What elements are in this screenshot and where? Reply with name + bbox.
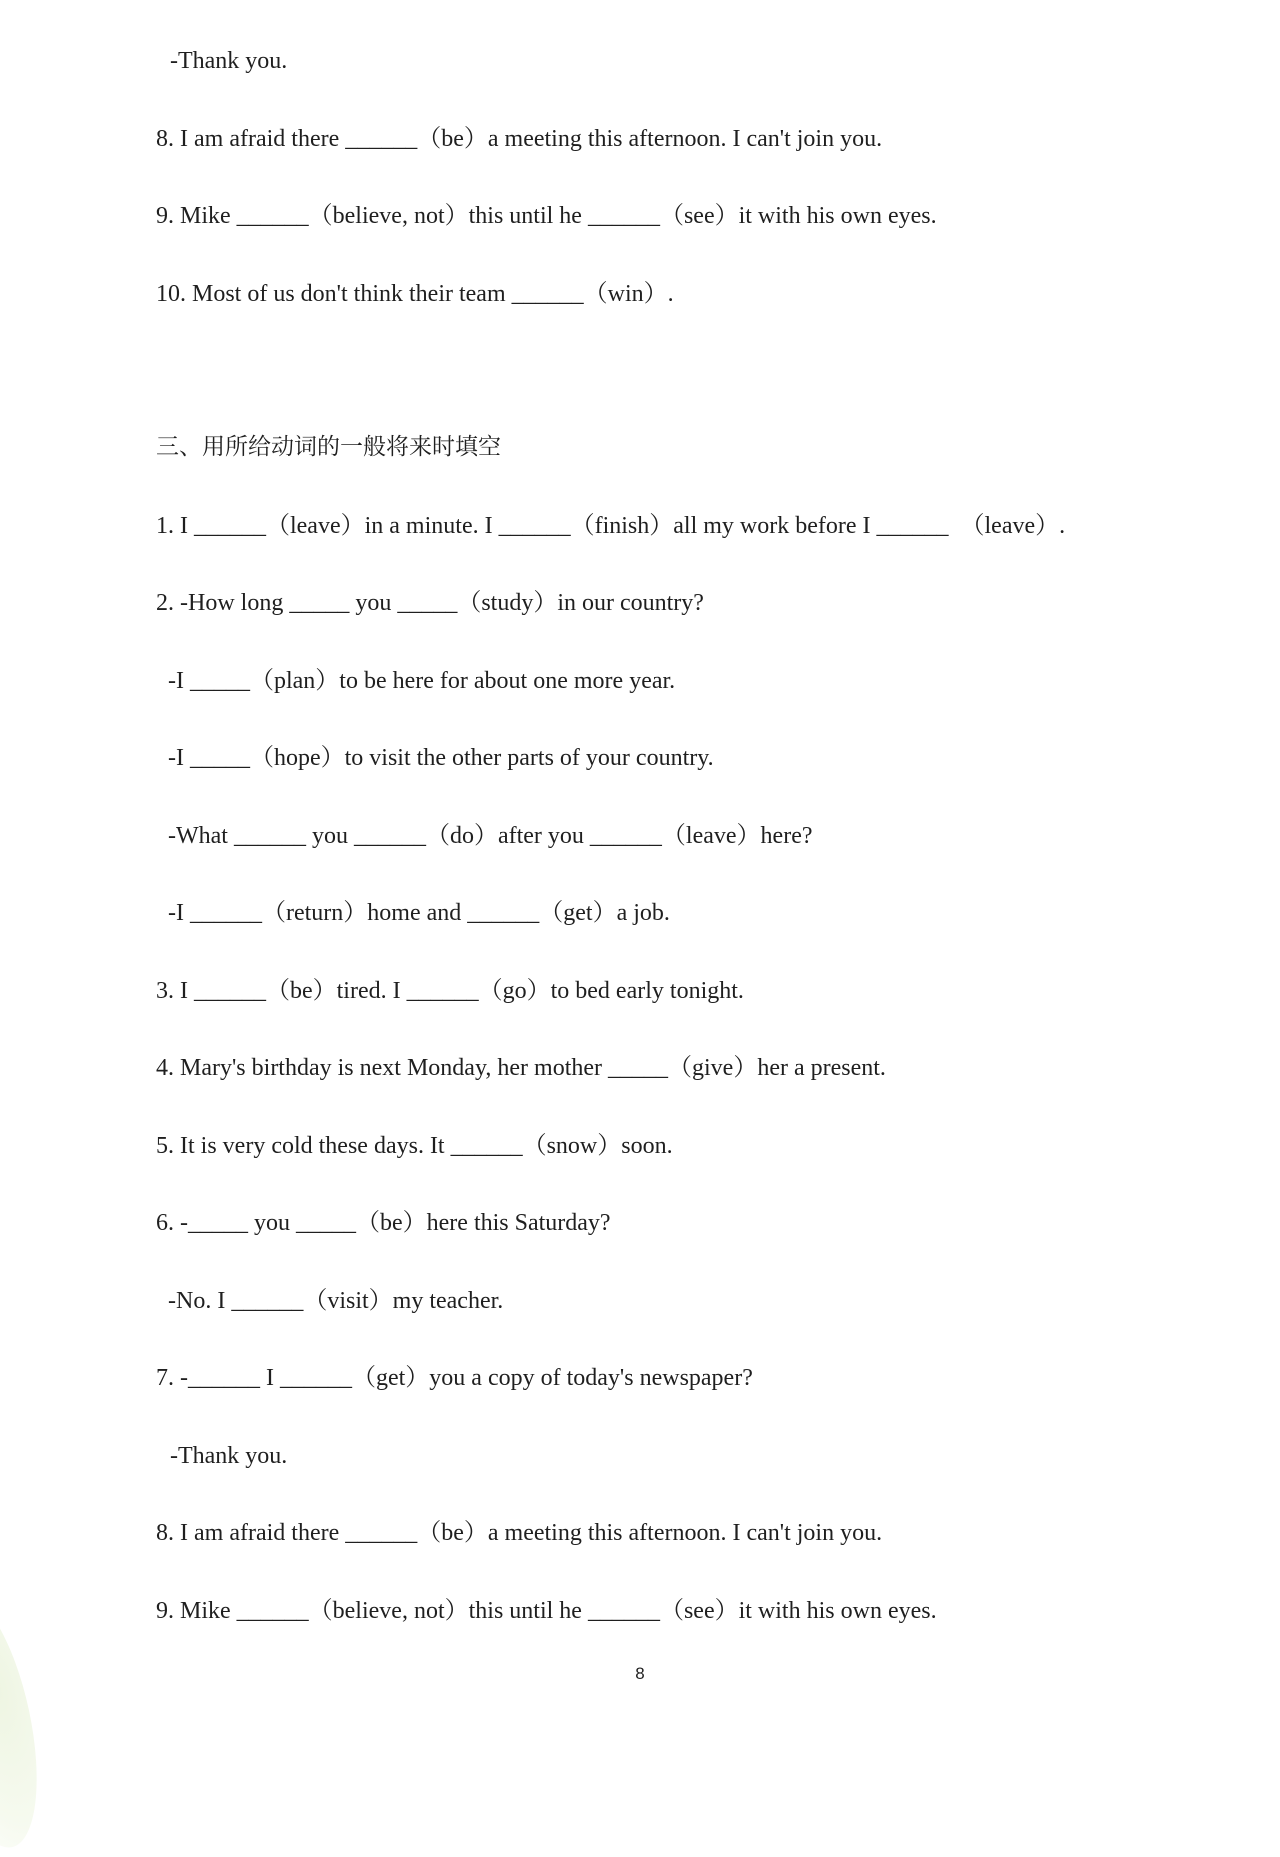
exercise-item-5: 5. It is very cold these days. It ______（snow）soon. [156,1133,673,1159]
exercise-item-8: 8. I am afraid there ______（be）a meeting this afternoon. I can't join you. [156,126,883,152]
exercise-item-9: 9. Mike ______（believe, not）this until he ______（see）it with his own eyes. [156,1598,937,1624]
exercise-item-4: 4. Mary's birthday is next Monday, her mother _____（give）her a present. [156,1055,886,1081]
exercise-item-9: 9. Mike ______（believe, not）this until he ______（see）it with his own eyes. [156,203,937,229]
exercise-item-10: 10. Most of us don't think their team ______（win）. [156,281,674,307]
decorative-leaf [0,1583,56,1856]
dialogue-line: -I _____（plan）to be here for about one more year. [168,668,676,694]
page-number: 8 [635,1664,645,1683]
exercise-item-6: 6. -_____ you _____（be）here this Saturday? [156,1210,611,1236]
exercise-item-8: 8. I am afraid there ______（be）a meeting this afternoon. I can't join you. [156,1520,883,1546]
section-heading: 三、用所给动词的一般将来时填空 [156,434,501,460]
dialogue-line: -Thank you. [170,1443,288,1469]
dialogue-line: -I _____（hope）to visit the other parts of your country. [168,745,714,771]
dialogue-line: -I ______（return）home and ______（get）a job. [168,900,670,926]
exercise-item-1: 1. I ______（leave）in a minute. I ______（finish）all my work before I ______ （leave）. [156,513,1066,539]
exercise-item-7: 7. -______ I ______（get）you a copy of today's newspaper? [156,1365,753,1391]
exercise-item-3: 3. I ______（be）tired. I ______（go）to bed early tonight. [156,978,744,1004]
exercise-item-2: 2. -How long _____ you _____（study）in our country? [156,590,704,616]
dialogue-line: -What ______ you ______（do）after you ______（leave）here? [168,823,813,849]
dialogue-line: -No. I ______（visit）my teacher. [168,1288,504,1314]
dialogue-line: -Thank you. [170,48,288,74]
